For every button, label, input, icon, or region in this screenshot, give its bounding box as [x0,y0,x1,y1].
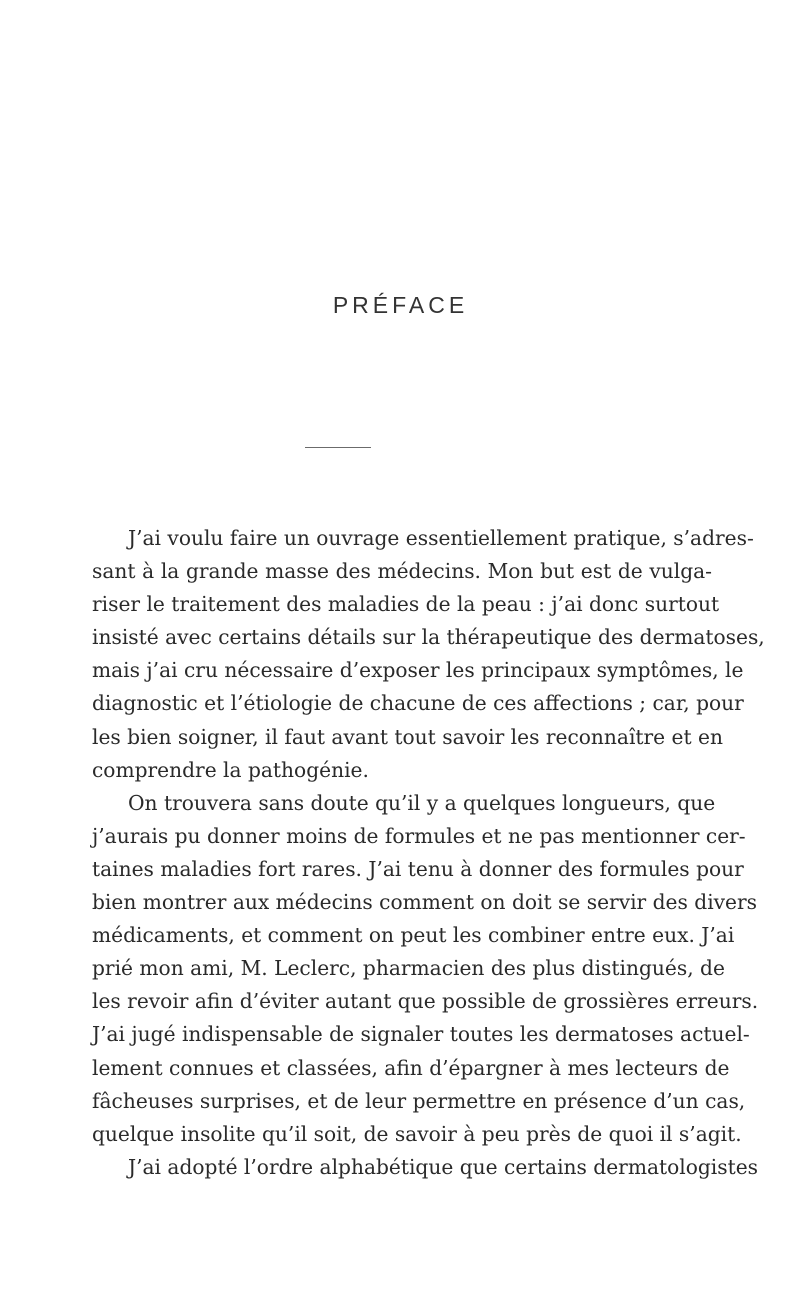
text-line: les revoir afin d’éviter autant que possible de grossières erreurs. [92,989,759,1014]
text-line: médicaments, et comment on peut les combiner entre eux. J’ai [92,923,735,948]
text-line: insisté avec certains détails sur la thérapeutique des dermatoses, [92,625,765,650]
text-line: quelque insolite qu’il soit, de savoir à peu près de quoi il s’agit. [92,1121,742,1146]
paragraph-3 [92,1151,759,1184]
text-line: comprendre la pathogénie. [92,757,369,782]
text-line: J’ai jugé indispensable de signaler toutes les dermatoses actuel- [92,1022,750,1047]
text-line: riser le traitement des maladies de la peau : j’ai donc surtout [92,592,720,617]
text-line: taines maladies fort rares. J’ai tenu à donner des formules pour [92,856,744,881]
text-line: j’aurais pu donner moins de formules et ne pas mentionner cer- [92,823,746,848]
text-line: les bien soigner, il faut avant tout savoir les reconnaître et en [92,724,723,749]
body-text [92,522,765,1184]
text-line: mais j’ai cru nécessaire d’exposer les principaux symptômes, le [92,658,744,683]
text-line: sant à la grande masse des médecins. Mon but est de vulga- [92,559,712,584]
text-line: J’ai voulu faire un ouvrage essentiellement pratique, s’adres- [128,526,754,550]
text-line: diagnostic et l’étiologie de chacune de ces affections ; car, pour [92,691,744,716]
text-line: J’ai adopté l’ordre alphabétique que certains dermatologistes [128,1154,759,1179]
paragraph-1 [92,522,765,787]
text-line: fâcheuses surprises, et de leur permettre en présence d’un cas, [92,1088,746,1113]
page-title: PRÉFACE [332,292,469,318]
text-line: lement connues et classées, afin d’épargner à mes lecteurs de [92,1055,730,1080]
title-divider [305,447,371,448]
text-line: bien montrer aux médecins comment on doit se servir des divers [92,890,758,915]
text-line: prié mon ami, M. Leclerc, pharmacien des plus distingués, de [92,956,725,981]
text-line: On trouvera sans doute qu’il y a quelques longueurs, que [128,790,716,815]
paragraph-2 [92,787,759,1151]
